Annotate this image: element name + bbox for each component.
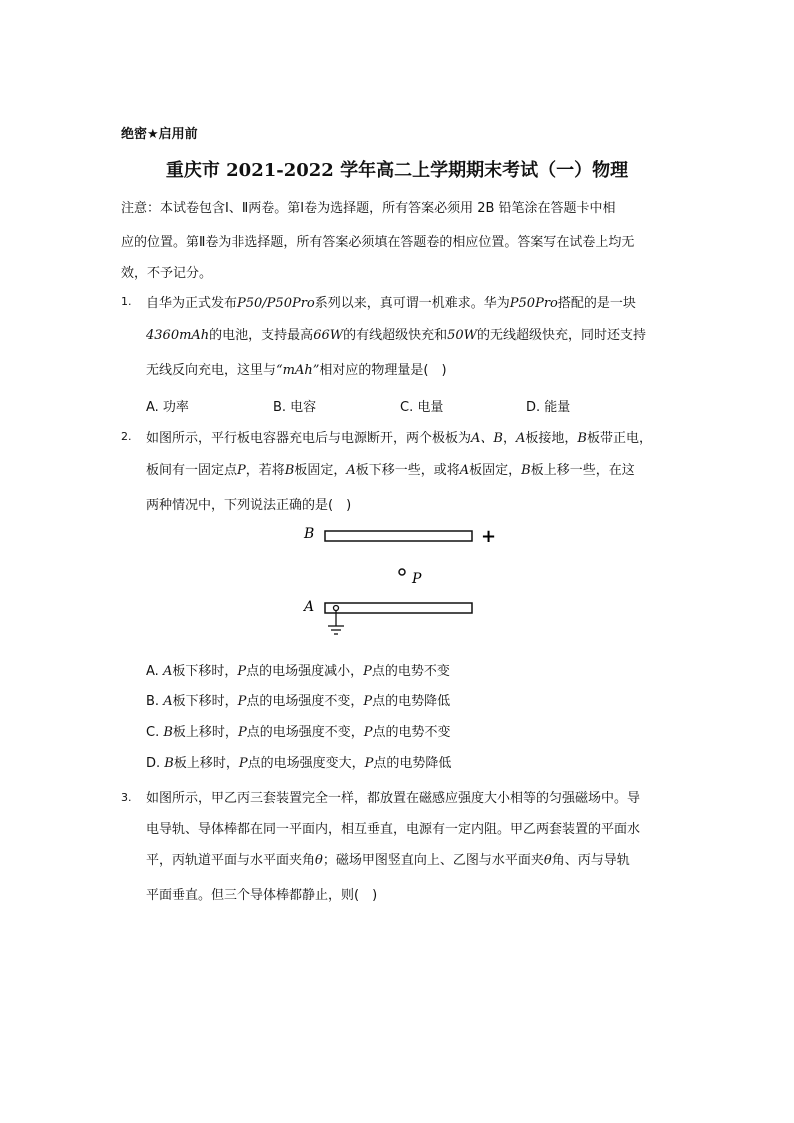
q2-math: P (237, 664, 247, 679)
q1-option-a: A. 功率 (146, 400, 189, 415)
q2-text: 板上移一些，在这 (530, 463, 635, 478)
q2-option-a (146, 660, 450, 679)
q2-math: P (237, 463, 246, 478)
q2-text: 板下移时， (172, 694, 238, 709)
q2-math: P (363, 664, 372, 679)
q2-text: 点的电场强度不变， (246, 725, 364, 740)
question-3-number: 3. (121, 791, 132, 804)
q2-text: 板上移时， (172, 725, 238, 740)
q2-text: 板接地， (525, 431, 578, 446)
q1-option-b: B. 电容 (273, 400, 317, 415)
question-1-line-3 (146, 359, 447, 378)
point-p-marker (399, 569, 405, 575)
q2-text: ，若将 (245, 463, 285, 478)
q3-math: θ (543, 853, 552, 868)
confidential-label: 绝密★启用前 (121, 127, 198, 142)
q2-text: 点的电势降低 (372, 694, 451, 709)
option-letter: C. (146, 725, 160, 740)
q1-option-c: C. 电量 (400, 400, 444, 415)
q1-math: “mAh” (276, 363, 320, 378)
option-letter: B. (146, 694, 160, 709)
q2-text: 如图所示，平行板电容器充电后与电源断开，两个极板为 (146, 431, 472, 446)
question-1-line-2 (146, 324, 646, 343)
q2-math: A (459, 463, 470, 478)
q2-text: 点的电势不变 (372, 725, 451, 740)
q2-math: P (237, 694, 247, 709)
q2-math: P (363, 725, 373, 740)
question-2-line-1 (146, 427, 652, 446)
point-p-label: P (412, 571, 422, 587)
question-3-line-3 (146, 849, 630, 868)
q2-text: 板下移时， (172, 664, 238, 679)
q2-math: P (237, 725, 247, 740)
option-letter: D. (146, 756, 161, 771)
capacitor-diagram (295, 520, 505, 650)
q2-math: P (364, 756, 374, 771)
q2-text: 板固定， (469, 463, 522, 478)
question-2-number: 2. (121, 430, 132, 443)
q2-text: 板上移时， (173, 756, 239, 771)
question-3-line-2: 电导轨、导体棒都在同一平面内，相互垂直，电源有一定内阻。甲乙两套装置的平面水 (146, 822, 641, 837)
q1-text: 无线反向充电，这里与 (146, 363, 277, 378)
q2-text: 点的电势不变 (371, 664, 450, 679)
q2-text: 点的电势降低 (373, 756, 452, 771)
q2-math: A (162, 664, 173, 679)
q2-math: A、B (471, 431, 503, 446)
q1-text: 的电池，支持最高 (209, 328, 314, 343)
q1-math: 50W (447, 328, 478, 343)
option-letter: A. (146, 664, 159, 679)
q3-text: 平，丙轨道平面与水平面夹角 (146, 853, 316, 868)
question-2-line-2 (146, 459, 635, 478)
exam-title: 重庆市 2021-2022 学年高二上学期期末考试（一）物理 (165, 160, 629, 181)
q1-text: 的无线超级快充，同时还支持 (477, 328, 647, 343)
q2-option-d (146, 752, 451, 771)
q2-text: 点的电场强度减小， (246, 664, 364, 679)
q1-text: 自华为正式发布 (146, 296, 238, 311)
notice-line-2: 应的位置。第Ⅱ卷为非选择题，所有答案必须填在答题卷的相应位置。答案写在试卷上均无 (121, 235, 635, 250)
q1-math: 4360mAh (146, 328, 210, 343)
q2-math: P (238, 756, 248, 771)
q2-math: B (164, 756, 174, 771)
q3-text: 角、丙与导轨 (551, 853, 630, 868)
q2-math: B (577, 431, 587, 446)
q1-text: 的有线超级快充和 (343, 328, 448, 343)
q2-text: 板带正电， (586, 431, 652, 446)
q2-option-b (146, 690, 450, 709)
q2-text: 点的电场强度不变， (246, 694, 364, 709)
q3-math: θ (315, 853, 323, 868)
question-3-line-4: 平面垂直。但三个导体棒都静止，则( ) (146, 888, 378, 903)
question-3-line-1: 如图所示，甲乙丙三套装置完全一样，都放置在磁感应强度大小相等的匀强磁场中。导 (146, 791, 641, 806)
q1-text: 搭配的是一块 (557, 296, 636, 311)
q2-text: 板间有一固定点 (146, 463, 238, 478)
q2-text: 板下移一些，或将 (355, 463, 460, 478)
q1-text: 系列以来，真可谓一机难求。华为 (314, 296, 510, 311)
notice-line-1: 注意：本试卷包含Ⅰ、Ⅱ两卷。第Ⅰ卷为选择题，所有答案必须用 2B 铅笔涂在答题卡中相 (121, 201, 616, 216)
q2-math: B (521, 463, 531, 478)
q1-text: 相对应的物理量是( ) (319, 363, 447, 378)
q2-math: A (163, 694, 173, 709)
question-1-number: 1. (121, 295, 132, 308)
q2-math: P (363, 694, 373, 709)
q2-math: B (284, 463, 295, 478)
q2-text: 板固定， (294, 463, 347, 478)
q2-math: A (346, 463, 356, 478)
plate-a (325, 603, 472, 613)
plate-b-label: B (304, 526, 315, 542)
q1-math: P50Pro (509, 296, 558, 311)
q1-option-d: D. 能量 (526, 400, 571, 415)
positive-sign: + (481, 526, 497, 547)
question-2-line-3: 两种情况中，下列说法正确的是( ) (146, 498, 352, 513)
plate-b (325, 531, 472, 541)
q1-math: P50/P50Pro (237, 296, 315, 311)
q2-option-c (146, 721, 450, 740)
plate-a-label: A (304, 599, 315, 615)
q2-text: 点的电场强度变大， (247, 756, 365, 771)
ground-connection-node (334, 606, 339, 611)
q3-text: ；磁场甲图竖直向上、乙图与水平面夹 (322, 853, 544, 868)
q1-math: 66W (313, 328, 344, 343)
q2-text: ， (502, 431, 516, 446)
notice-line-3: 效，不予记分。 (121, 266, 213, 281)
question-1-line-1 (146, 292, 636, 311)
q2-math: B (163, 725, 173, 740)
q2-math: A (515, 431, 526, 446)
